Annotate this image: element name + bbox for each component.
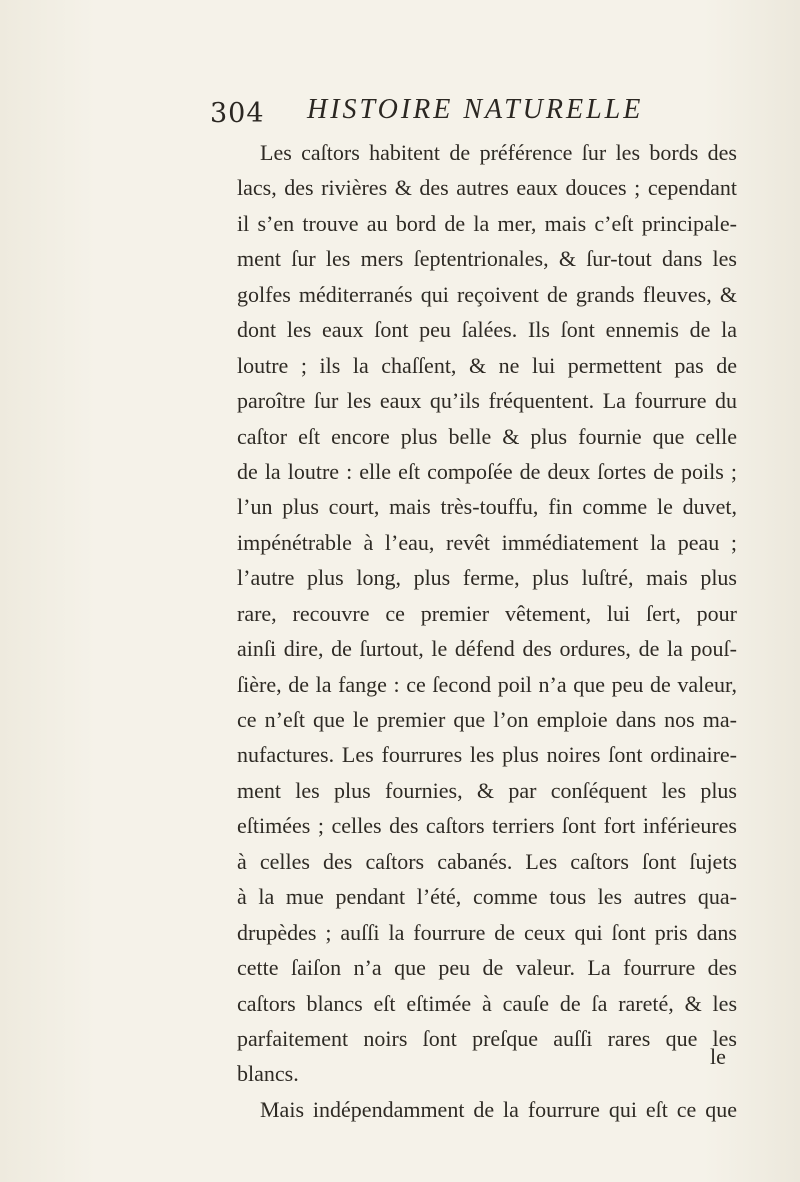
text-line: loutre ; ils la chaſſent, & ne lui permettent pas de: [237, 352, 737, 378]
page-header: [210, 94, 690, 134]
text-line: blancs.: [237, 1061, 299, 1087]
text-line: golfes méditerranés qui reçoivent de grands fleuves, &: [237, 281, 737, 307]
catchword: le: [710, 1044, 726, 1069]
text-line: cette ſaiſon n’a que peu de valeur. La fourrure des: [237, 955, 737, 981]
text-line: caſtor eſt encore plus belle & plus fournie que celle: [237, 423, 737, 449]
text-line: de la loutre : elle eſt compoſée de deux ſortes de poils ;: [237, 458, 737, 484]
text-line: à celles des caſtors cabanés. Les caſtors ſont ſujets: [237, 848, 737, 874]
text-line: ce n’eſt que le premier que l’on emploie dans nos ma-: [237, 707, 737, 732]
running-title: HISTOIRE NATURELLE: [307, 94, 644, 125]
text-line: eſtimées ; celles des caſtors terriers ſont fort inférieures: [237, 813, 737, 839]
text-line: l’un plus court, mais très-touffu, fin comme le duvet,: [237, 494, 737, 520]
text-line: drupèdes ; auſſi la fourrure de ceux qui ſont pris dans: [237, 919, 737, 945]
text-line: ment ſur les mers ſeptentrionales, & ſur-tout dans les: [237, 246, 737, 272]
text-line: il s’en trouve au bord de la mer, mais c’eſt principale-: [237, 210, 737, 236]
body-text: [237, 135, 737, 1127]
text-line: à la mue pendant l’été, comme tous les autres qua-: [237, 884, 737, 910]
text-line: nufactures. Les fourrures les plus noires ſont ordinaire-: [237, 742, 737, 768]
text-line: paroître ſur les eaux qu’ils fréquentent. La fourrure du: [237, 388, 737, 414]
text-line: ainſi dire, de ſurtout, le défend des ordures, de la pouſ-: [237, 636, 737, 662]
text-line: Les caſtors habitent de préférence ſur les bords des: [260, 140, 737, 165]
text-line: l’autre plus long, plus ferme, plus luſtré, mais plus: [237, 565, 737, 591]
text-line: caſtors blancs eſt eſtimée à cauſe de ſa rareté, & les: [237, 990, 737, 1016]
text-line: impénétrable à l’eau, revêt immédiatement la peau ;: [237, 529, 737, 555]
text-line: dont les eaux ſont peu ſalées. Ils ſont ennemis de la: [237, 317, 737, 343]
text-line: parfaitement noirs ſont preſque auſſi rares que les: [237, 1025, 737, 1051]
text-line: ſière, de la fange : ce ſecond poil n’a que peu de valeur,: [237, 671, 737, 697]
text-line: rare, recouvre ce premier vêtement, lui ſert, pour: [237, 600, 737, 626]
text-line: ment les plus fournies, & par conſéquent les plus: [237, 777, 737, 803]
text-line: Mais indépendamment de la fourrure qui eſt ce que: [260, 1096, 737, 1122]
text-line: lacs, des rivières & des autres eaux douces ; cependant: [237, 175, 737, 201]
page-number: 304: [210, 98, 265, 129]
